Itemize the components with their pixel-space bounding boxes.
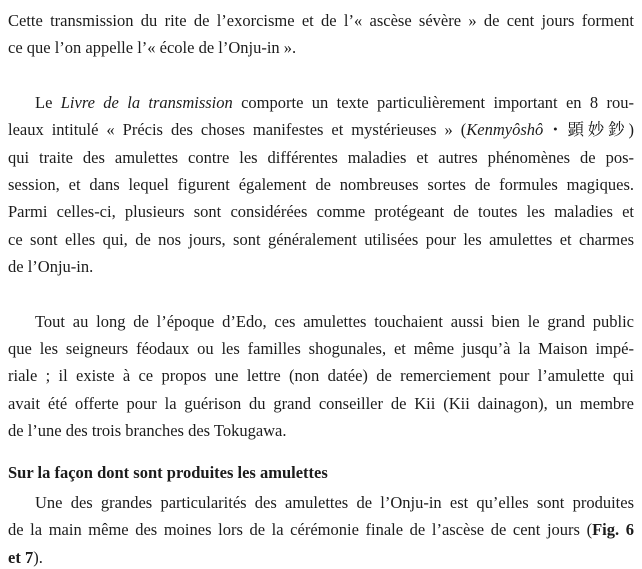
text-run: de la main même des moines lors de la cérémonie finale de l’ascèse de cent jours (: [8, 520, 593, 540]
text-run: Fig. 6: [592, 520, 634, 540]
text-run: Sur la façon dont sont produites les amulettes: [8, 463, 328, 483]
text-run: Kenmyôshô: [466, 120, 544, 140]
text-run: ・顕妙鈔): [543, 120, 634, 140]
text-line: [8, 459, 634, 486]
text-line: [8, 308, 634, 335]
text-run: et 7: [8, 547, 34, 567]
paragraph: [8, 308, 634, 445]
text-run: que les seigneurs féodaux ou les familles shogunales, et même jusqu’à la Maison impé-: [8, 338, 634, 358]
text-run: session, et dans lequel figurent également de nombreuses sortes de formules magiques.: [8, 174, 634, 194]
text-run: qui traite des amulettes contre les différentes maladies et autres phénomènes de pos-: [8, 147, 634, 167]
text-line: [8, 226, 634, 253]
text-run: Parmi celles-ci, plusieurs sont considérées comme protégeant de toutes les maladies et: [8, 202, 634, 222]
text-line: [8, 89, 634, 116]
text-run: Le: [35, 92, 61, 112]
text-line: [8, 198, 634, 225]
text-line: [8, 7, 634, 34]
text-line: [8, 335, 634, 362]
text-line: [8, 417, 634, 444]
text-line: [8, 516, 634, 543]
text-line: [8, 390, 634, 417]
paragraph: [8, 7, 634, 62]
paragraph: [8, 89, 634, 281]
text-run: ce que l’on appelle l’« école de l’Onju-in ».: [8, 38, 297, 58]
paragraph: [8, 489, 634, 569]
text-run: comporte un texte particulièrement important en 8 rou-: [232, 92, 634, 112]
text-line: [8, 362, 634, 389]
text-run: Cette transmission du rite de l’exorcisme et de l’« ascèse sévère » de cent jours forment: [8, 11, 634, 30]
text-line: [8, 489, 634, 516]
text-line: [8, 253, 634, 280]
text-run: Tout au long de l’époque d’Edo, ces amulettes touchaient aussi bien le grand public: [35, 311, 634, 331]
text-run: ce sont elles qui, de nos jours, sont généralement utilisées pour les amulettes et charmes: [8, 229, 634, 249]
text-line: [8, 544, 634, 569]
text-line: [8, 34, 634, 61]
text-run: de l’Onju-in.: [8, 257, 94, 277]
text-run: Livre de la transmission: [60, 92, 233, 112]
text-run: Une des grandes particularités des amulettes de l’Onju-in est qu’elles sont produites: [35, 492, 634, 512]
text-line: [8, 171, 634, 198]
text-run: de l’une des trois branches des Tokugawa.: [8, 421, 287, 441]
text-run: ).: [33, 547, 43, 567]
text-run: leaux intitulé « Précis des choses manifestes et mystérieuses » (: [8, 120, 467, 140]
text-run: avait été offerte pour la guérison du grand conseiller de Kii (Kii dainagon), un membre: [8, 393, 634, 413]
text-run: riale ; il existe à ce propos une lettre (non datée) de remerciement pour l’amulette qui: [8, 366, 634, 386]
text-line: [8, 116, 634, 143]
text-line: [8, 144, 634, 171]
section-heading: [8, 459, 634, 486]
